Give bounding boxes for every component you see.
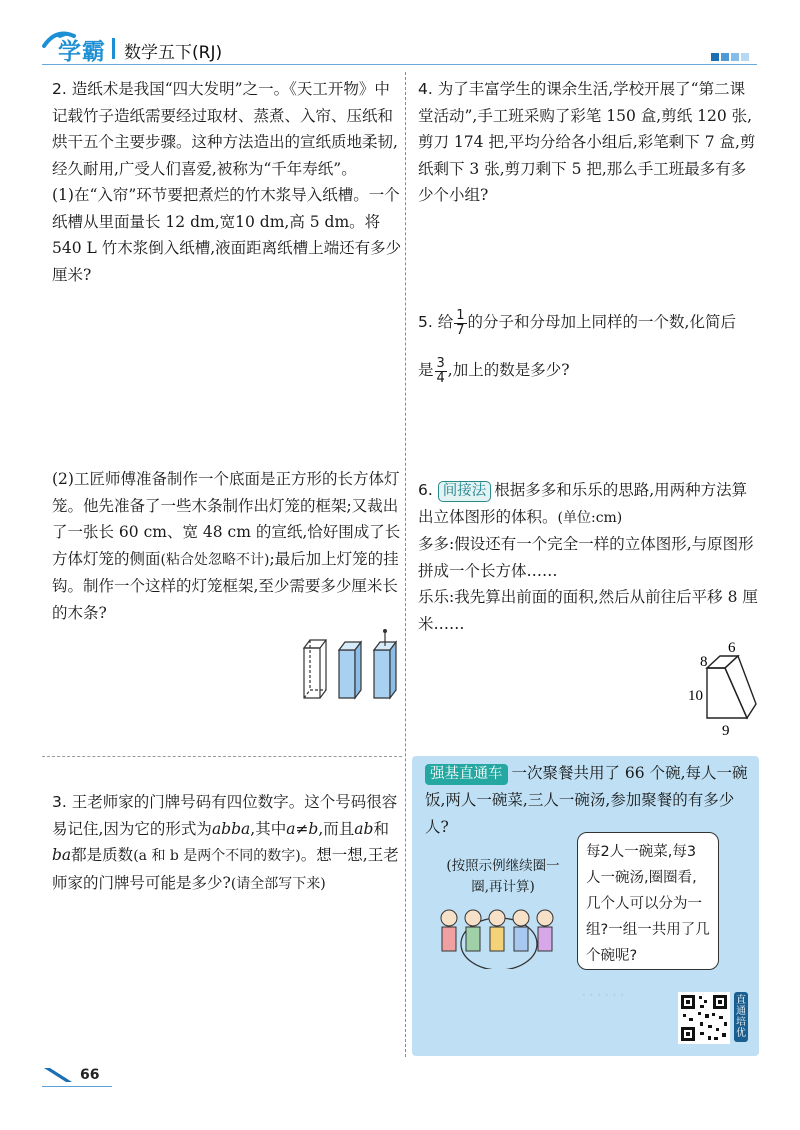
question-6-text: 根据多多和乐乐的思路,用两种方法算出立体图形的体积。 xyxy=(418,481,748,526)
fraction-numerator: 1 xyxy=(456,307,465,323)
question-6 xyxy=(418,477,760,637)
q3-text-f: 。想一想,王老师家的门牌号可能是多少? xyxy=(52,846,399,892)
question-number: 6. xyxy=(418,481,433,499)
q3-text-e: 都是质数 xyxy=(71,846,134,864)
extension-question xyxy=(425,760,757,841)
footer-rule xyxy=(42,1086,112,1087)
fraction-denominator: 7 xyxy=(456,322,465,338)
q5-text-a: 给 xyxy=(437,313,454,331)
logo-divider xyxy=(112,38,115,59)
qr-label: 直通培优 xyxy=(734,992,748,1042)
children-illustration xyxy=(437,906,567,966)
question-2-part-2 xyxy=(52,466,402,626)
fraction-numerator: 3 xyxy=(436,355,445,371)
label-height: 10 xyxy=(688,688,703,704)
question-4-text: 为了丰富学生的课余生活,学校开展了“第二课堂活动”,手工班采购了彩笔 150 盒,剪纸 120 张,剪刀 174 把,平均分给各小组后,彩笔剩下 7 盒,剪纸剩下 3 张,剪刀剩下 5 把,那么手工班最多有多少个小组? xyxy=(418,80,756,204)
extension-hint: (按照示例继续圈一圈,再计算) xyxy=(446,858,560,895)
question-number: 5. xyxy=(418,313,433,331)
lantern-paper xyxy=(339,642,361,698)
question-divider xyxy=(42,756,402,757)
q5-text-b: 的分子和分母加上同样的一个数,化简后 xyxy=(467,313,736,331)
page-number: 66 xyxy=(80,1067,100,1083)
q3-text-d: 和 xyxy=(373,819,389,838)
lantern-figure xyxy=(302,628,402,700)
q3-note-1: (a 和 b 是两个不同的数字) xyxy=(133,848,301,864)
q3-condition: a≠b xyxy=(286,819,319,838)
q5-text-d: ,加上的数是多少? xyxy=(447,361,570,379)
header-rule xyxy=(42,64,757,65)
question-number: 2. xyxy=(52,80,67,98)
question-3 xyxy=(52,789,402,897)
extension-title: 强基直通车 xyxy=(425,764,508,785)
q3-ab: ab xyxy=(354,819,374,838)
question-5 xyxy=(418,300,760,392)
extension-text: 一次聚餐共用了 66 个碗,每人一碗饭,两人一碗菜,三人一碗汤,参加聚餐的有多少人? xyxy=(425,764,748,836)
book-title: 数学五下(RJ) xyxy=(124,43,223,63)
question-number: 4. xyxy=(418,80,433,98)
q3-text-a: 王老师家的门牌号码有四位数字。这个号码很容易记住,因为它的形式为 xyxy=(52,793,398,838)
question-2-part-1: (1)在“入帘”环节要把煮烂的竹木浆导入纸槽。一个纸槽从里面量长 12 dm,宽10 dm,高 5 dm。将 540 L 竹木浆倒入纸槽,液面距离纸槽上端还有多少厘米? xyxy=(52,186,402,284)
q3-text-b: ,其中 xyxy=(250,819,287,838)
q3-note-2: (请全部写下来) xyxy=(230,875,326,892)
fraction-one-seventh xyxy=(454,309,466,338)
faded-background-text: · · · · · · xyxy=(582,988,624,1002)
lele-idea: 乐乐:我先算出前面的面积,然后从前往后平移 8 厘米…… xyxy=(418,588,758,633)
unit-note: (单位:cm) xyxy=(557,509,623,526)
question-4 xyxy=(418,76,760,209)
label-top: 6 xyxy=(728,640,736,656)
q3-ba: ba xyxy=(52,846,72,864)
extension-box xyxy=(412,756,759,1056)
header-decoration xyxy=(711,46,751,65)
qr-code[interactable] xyxy=(678,992,730,1044)
q3-text-c: ,而且 xyxy=(318,819,355,838)
hint-bubble: 每2人一碗菜,每3人一碗汤,圈圈看,几个人可以分为一组?一组一共用了几个碗呢? xyxy=(577,832,719,970)
footer-pen-icon xyxy=(42,1066,74,1084)
q3-abba: abba xyxy=(211,819,251,838)
duoduo-idea: 多多:假设还有一个完全一样的立体图形,与原图形拼成一个长方体…… xyxy=(418,535,754,580)
part-2-note: (粘合处忽略不计) xyxy=(160,551,270,568)
trapezoid-prism-figure xyxy=(680,638,760,738)
question-2 xyxy=(52,76,402,288)
part-2-main: (2)工匠师傅准备制作一个底面是正方形的长方体灯笼。他先准备了一些木条制作出灯笼的框架;又裁出了一张长 60 cm、宽 48 cm 的宣纸,恰好围成了长方体灯笼的侧面 xyxy=(52,470,401,568)
question-number: 3. xyxy=(52,793,67,811)
q5-text-c: 是 xyxy=(418,361,434,379)
brand-logo: 学霸 xyxy=(58,39,106,65)
lantern-frame xyxy=(304,640,326,698)
column-divider xyxy=(405,72,406,1057)
fraction-denominator: 4 xyxy=(436,370,445,386)
question-2-intro: 造纸术是我国“四大发明”之一。《天工开物》中记载竹子造纸需要经过取材、蒸煮、入帘、压纸和烘干五个主要步骤。这种方法造出的宣纸质地柔韧,经久耐用,广受人们喜爱,被称为“千年寿纸”。 xyxy=(52,80,398,178)
part-2-end: ;最后加上灯笼的挂钩。制作一个这样的灯笼框架,至少需要多少厘米长的木条? xyxy=(52,549,399,622)
fraction-three-quarters xyxy=(435,357,447,386)
method-tag: 间接法 xyxy=(438,481,492,502)
lantern-finished xyxy=(374,629,396,698)
label-depth: 8 xyxy=(700,654,708,670)
label-bottom: 9 xyxy=(722,723,730,738)
page-header xyxy=(0,0,800,70)
